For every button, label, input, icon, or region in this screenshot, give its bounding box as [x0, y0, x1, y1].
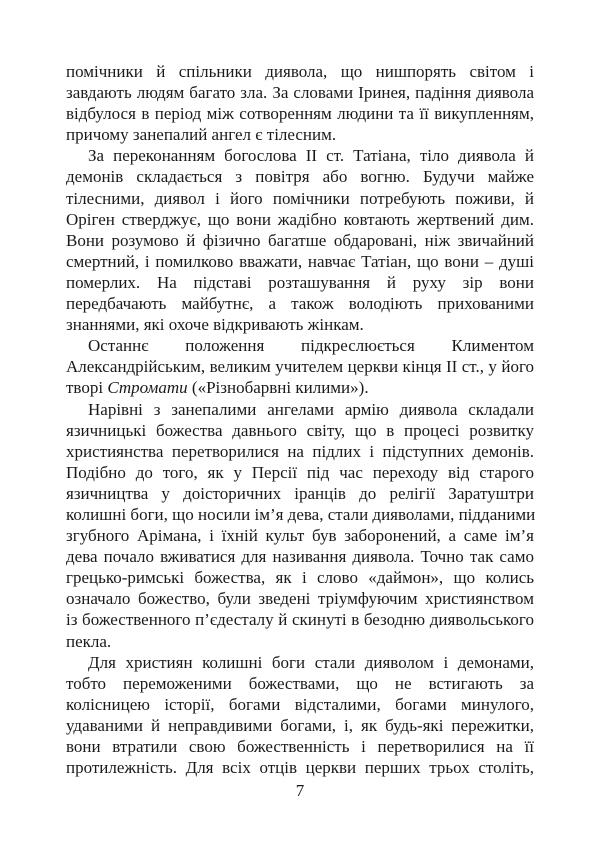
page-body: [66, 61, 534, 778]
text-segment: творі: [66, 378, 108, 398]
paragraph: [66, 399, 534, 652]
text-line: Останнє положення підкреслюється Климентом: [88, 336, 534, 356]
text-line: Вони розумово й фізично багатше обдаровані, ніж звичайний: [66, 230, 534, 250]
text-line: демонів складається з повітря або вогню. Будучи майже: [66, 167, 534, 187]
text-line: смертний, і помилково вважати, навчає Татіан, що вони – душі: [66, 251, 534, 271]
text-line: Нарівні з занепалими ангелами армію диявола складали: [88, 399, 534, 419]
text-line: вони втратили свою божественність і перетворилися на її: [66, 737, 534, 756]
text-line: Для християн колишні боги стали дияволом і демонами,: [88, 652, 534, 672]
text-line: тілесними, диявол і його помічники потребують поживи, й: [66, 188, 534, 208]
text-line: Подібно до того, як у Персії під час переходу від старого: [66, 462, 534, 482]
paragraph: [66, 61, 534, 145]
paragraph: [66, 335, 534, 398]
text-line: Оріген стверджує, що вони жадібно ковтають жертвений дим.: [66, 209, 534, 229]
text-line: християнства перетворилися на підлих і підступних демонів.: [66, 441, 534, 461]
text-line: Александрійським, великим учителем церкви кінця II ст., у його: [66, 357, 534, 377]
page-number: 7: [295, 781, 305, 800]
text-line: із божественного п’єдесталу й скинуті в безодню диявольського: [66, 610, 534, 630]
text-line: знаннями, які охоче відкривають жінкам.: [66, 315, 364, 335]
text-line: дева почало вживатися для називання диявола. Точно так само: [66, 547, 534, 567]
text-line: помічники й спільники диявола, що нишпорять світом і: [66, 62, 534, 81]
italic-title: Стромати: [107, 378, 188, 398]
text-line: грецько-римські божества, як і слово «даймон», що колись: [66, 568, 534, 588]
text-line: причому занепалий ангел є тілесним.: [66, 125, 337, 145]
text-line: язичництва у доісторичних іранців до релігії Заратуштри: [66, 483, 534, 503]
text-line: За переконанням богослова II ст. Татіана, тіло диявола й: [88, 146, 534, 166]
text-line: язичницькі божества давнього світу, що в процесі розвитку: [66, 420, 534, 440]
text-line: тобто переможеними божествами, що не встигають за: [66, 673, 534, 693]
text-line: відбулося в період між сотворенням людини та її викупленням,: [66, 104, 534, 124]
text-line: удаваними й неправдивими богами, і, як будь-які пережитки,: [66, 715, 534, 735]
text-line: [66, 377, 534, 398]
text-line: згубного Арімана, і їхній культ був заборонений, а саме ім’я: [66, 526, 534, 546]
text-line: колісницею історії, богами відсталими, богами минулого,: [66, 694, 534, 714]
paragraph: [66, 652, 534, 779]
text-line: протилежність. Для всіх отців церкви перших трьох століть,: [66, 758, 534, 778]
text-line: колишні боги, що носили ім’я дева, стали дияволами, підданими: [66, 504, 536, 524]
text-segment: («Різнобарвні килими»).: [187, 378, 369, 398]
paragraph: [66, 145, 534, 335]
text-line: передбачають майбутнє, а також володіють прихованими: [66, 294, 534, 314]
text-line: завдають людям багато зла. За словами Іринея, падіння диявола: [66, 83, 534, 103]
text-line: померлих. На підставі розташування й руху зір вони: [66, 272, 534, 292]
text-line: пекла.: [66, 631, 112, 651]
text-line: означало божество, були зведені тріумфуючим християнством: [66, 589, 534, 609]
